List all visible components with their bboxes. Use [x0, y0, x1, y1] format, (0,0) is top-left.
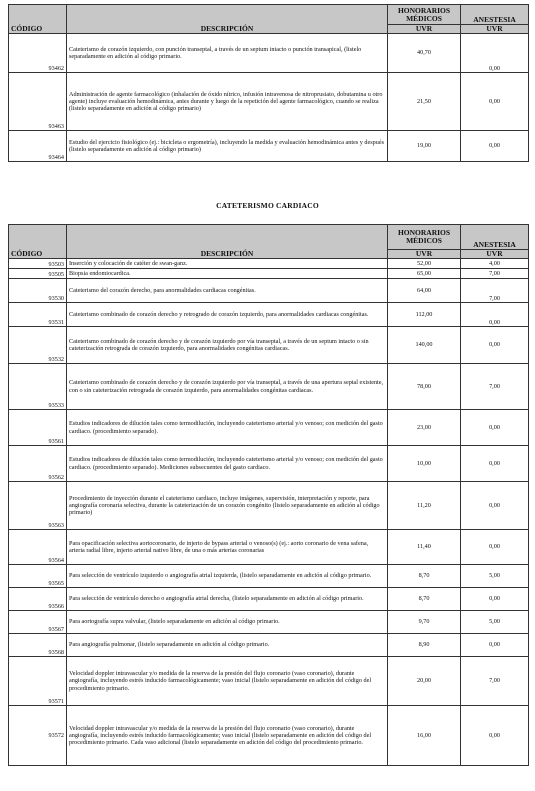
anestesia-cell: 0,00 [461, 446, 529, 482]
header-descripcion: DESCRIPCIÓN [67, 225, 388, 259]
anestesia-cell: 5,00 [461, 565, 529, 588]
honorarios-cell: 112,00 [388, 303, 461, 327]
description-cell: Cateterismo combinado de corazón derecho y retrogrado de corazón izquierdo, para anormalidades cardiacas congénitas. [67, 303, 388, 327]
anestesia-cell: 7,00 [461, 269, 529, 279]
code-cell: 93530 [9, 279, 67, 303]
honorarios-cell: 52,00 [388, 259, 461, 269]
table-row [9, 634, 529, 657]
code-cell: 93532 [9, 327, 67, 364]
code-cell: 93572 [9, 706, 67, 766]
description-cell: Cateterismo de corazón izquierdo, con punción transeptal, a través de un septum intacto o punción transapical, (listelo separadamente en adición al código primario. [67, 34, 388, 73]
header-uvr-honorarios: UVR [388, 25, 461, 34]
code-cell: 93565 [9, 565, 67, 588]
anestesia-cell: 4,00 [461, 259, 529, 269]
honorarios-cell: 9,70 [388, 611, 461, 634]
code-cell: 93505 [9, 269, 67, 279]
description-cell: Estudios indicadores de dilución tales como termodilución, incluyendo cateterismo arterial y/o venoso; con medición del gasto cardiaco. (procedimiento separado). Mediciones subsecuentes del gasto cardiaco. [67, 446, 388, 482]
description-cell: Biopsia endomiocardica. [67, 269, 388, 279]
description-cell: Velocidad doppler intravascular y/o medida de la reserva de la presión del flujo coronario (vaso coronario), durante angiografía, incluyendo estrés inducido farmacológicamente; vaso inicial (listelo separadamente en adición del código del procedimiento primario. Cada vaso adicional (listelo separadamente en adición del código del procedimiento primario. [67, 706, 388, 766]
header-codigo: CÓDIGO [9, 5, 67, 34]
code-cell: 93533 [9, 364, 67, 410]
description-cell: Cateterismo combinado de corazón derecho y de corazón izquierdo por vía transeptal, a través de una apertura septal existente, con o sin cateterización retrograda de corazón izquierdo, para anormalidades congénitas cardiacas. [67, 364, 388, 410]
honorarios-cell: 20,00 [388, 657, 461, 706]
header-honorarios: HONORARIOS MÉDICOS [388, 225, 461, 250]
anestesia-cell: 0,00 [461, 706, 529, 766]
table-row [9, 73, 529, 131]
description-cell: Para selección de ventrículo derecho o angiografía atrial derecha, (listelo separadamente en adición al código primario. [67, 588, 388, 611]
honorarios-cell: 78,00 [388, 364, 461, 410]
table-row [9, 530, 529, 565]
table-row [9, 364, 529, 410]
code-cell: 93503 [9, 259, 67, 269]
anestesia-cell: 0,00 [461, 588, 529, 611]
header-anestesia: ANESTESIA [461, 225, 529, 250]
description-cell: Velocidad doppler intravascular y/o medida de la reserva de la presión del flujo coronario (vaso coronario), durante angiografía, incluyendo estrés inducido farmacológicamente; vaso inicial (listelo separadamente en adición del código del procedimiento primario. [67, 657, 388, 706]
table-row [9, 611, 529, 634]
table-row [9, 410, 529, 446]
table-row [9, 303, 529, 327]
honorarios-cell: 140,00 [388, 327, 461, 364]
anestesia-cell: 0,00 [461, 303, 529, 327]
header-uvr-honorarios: UVR [388, 250, 461, 259]
anestesia-cell: 0,00 [461, 410, 529, 446]
table-row [9, 131, 529, 162]
anestesia-cell: 0,00 [461, 73, 529, 131]
description-cell: Cateterismo del corazón derecho, para anormalidades cardiacas congénitas. [67, 279, 388, 303]
description-cell: Estudios indicadores de dilución tales como termodilución, incluyendo cateterismo arterial y/o venoso; con medición del gasto cardiaco. (procedimiento separado). [67, 410, 388, 446]
anestesia-cell: 5,00 [461, 611, 529, 634]
table-row [9, 657, 529, 706]
table-row [9, 259, 529, 269]
header-descripcion: DESCRIPCIÓN [67, 5, 388, 34]
description-cell: Estudio del ejercicio fisiológico (ej.: bicicleta o ergometría), incluyendo la medida y evaluación hemodinámica antes y después (listelo separadamente en adición al código primario) [67, 131, 388, 162]
code-cell: 93562 [9, 446, 67, 482]
anestesia-cell: 0,00 [461, 327, 529, 364]
honorarios-cell: 8,90 [388, 634, 461, 657]
code-cell: 93566 [9, 588, 67, 611]
honorarios-cell: 19,00 [388, 131, 461, 162]
description-cell: Para opacificación selectiva aortocoronario, de injerto de bypass arterial o venoso(s) (ej.: aorto coronario de vena safena, arteria radial libre, injerto arterial nativo libre, de una o más arterias coronarias [67, 530, 388, 565]
anestesia-cell: 0,00 [461, 482, 529, 530]
honorarios-cell: 16,00 [388, 706, 461, 766]
honorarios-cell: 64,00 [388, 279, 461, 303]
anestesia-cell: 7,00 [461, 279, 529, 303]
code-cell: 93531 [9, 303, 67, 327]
description-cell: Para angiografía pulmonar, (listelo separadamente en adición al código primario. [67, 634, 388, 657]
table-row [9, 34, 529, 73]
code-cell: 93563 [9, 482, 67, 530]
honorarios-cell: 65,00 [388, 269, 461, 279]
table-row [9, 269, 529, 279]
description-cell: Procedimiento de inyección durante el cateterismo cardiaco, incluye imágenes, supervisión, interpretación y reporte, para angiografía coronaria selectiva, durante la cateterización de un corazón congénito (listelo separadamente en adición al código primario) [67, 482, 388, 530]
honorarios-cell: 23,00 [388, 410, 461, 446]
honorarios-cell: 11,20 [388, 482, 461, 530]
anestesia-cell: 7,00 [461, 657, 529, 706]
table-procedures-2 [8, 224, 529, 766]
table-row [9, 565, 529, 588]
table-procedures-1 [8, 4, 529, 162]
code-cell: 93571 [9, 657, 67, 706]
header-honorarios: HONORARIOS MÉDICOS [388, 5, 461, 25]
code-cell: 93561 [9, 410, 67, 446]
honorarios-cell: 8,70 [388, 565, 461, 588]
description-cell: Para aortografía supra valvular, (listelo separadamente en adición al código primario. [67, 611, 388, 634]
anestesia-cell: 0,00 [461, 131, 529, 162]
anestesia-cell: 0,00 [461, 530, 529, 565]
header-anestesia: ANESTESIA [461, 5, 529, 25]
table-row [9, 482, 529, 530]
anestesia-cell: 0,00 [461, 34, 529, 73]
header-codigo: CÓDIGO [9, 225, 67, 259]
code-cell: 93463 [9, 73, 67, 131]
table-row [9, 588, 529, 611]
code-cell: 93567 [9, 611, 67, 634]
code-cell: 93462 [9, 34, 67, 73]
honorarios-cell: 10,00 [388, 446, 461, 482]
honorarios-cell: 11,40 [388, 530, 461, 565]
table-row [9, 706, 529, 766]
honorarios-cell: 8,70 [388, 588, 461, 611]
header-uvr-anestesia: UVR [461, 250, 529, 259]
anestesia-cell: 7,00 [461, 364, 529, 410]
description-cell: Para selección de ventrículo izquierdo o angiografía atrial izquierda, (listelo separadamente en adición al código primario. [67, 565, 388, 588]
anestesia-cell: 0,00 [461, 634, 529, 657]
header-uvr-anestesia: UVR [461, 25, 529, 34]
description-cell: Inserción y colocación de catéter de swan-ganz. [67, 259, 388, 269]
table-row [9, 446, 529, 482]
honorarios-cell: 21,50 [388, 73, 461, 131]
code-cell: 93464 [9, 131, 67, 162]
table-row [9, 327, 529, 364]
table-row [9, 279, 529, 303]
description-cell: Administración de agente farmacológico (inhalación de óxido nítrico, infusión intravenosa de nitroprusiato, dobutamina u otro agente) incluye evaluación hemodinámica, antes durante y luego de la repetición del agente farmacológico, cuando se realiza (listelo separadamente en adición al código primario) [67, 73, 388, 131]
description-cell: Cateterismo combinado de corazón derecho y de corazón izquierdo por vía transeptal, a través de un septum intacto o sin cateterización retrograda de corazón izquierdo, para anormalidades congénitas cardiacas. [67, 327, 388, 364]
section-title: CATETERISMO CARDIACO [216, 201, 319, 210]
code-cell: 93564 [9, 530, 67, 565]
code-cell: 93568 [9, 634, 67, 657]
honorarios-cell: 40,70 [388, 34, 461, 73]
